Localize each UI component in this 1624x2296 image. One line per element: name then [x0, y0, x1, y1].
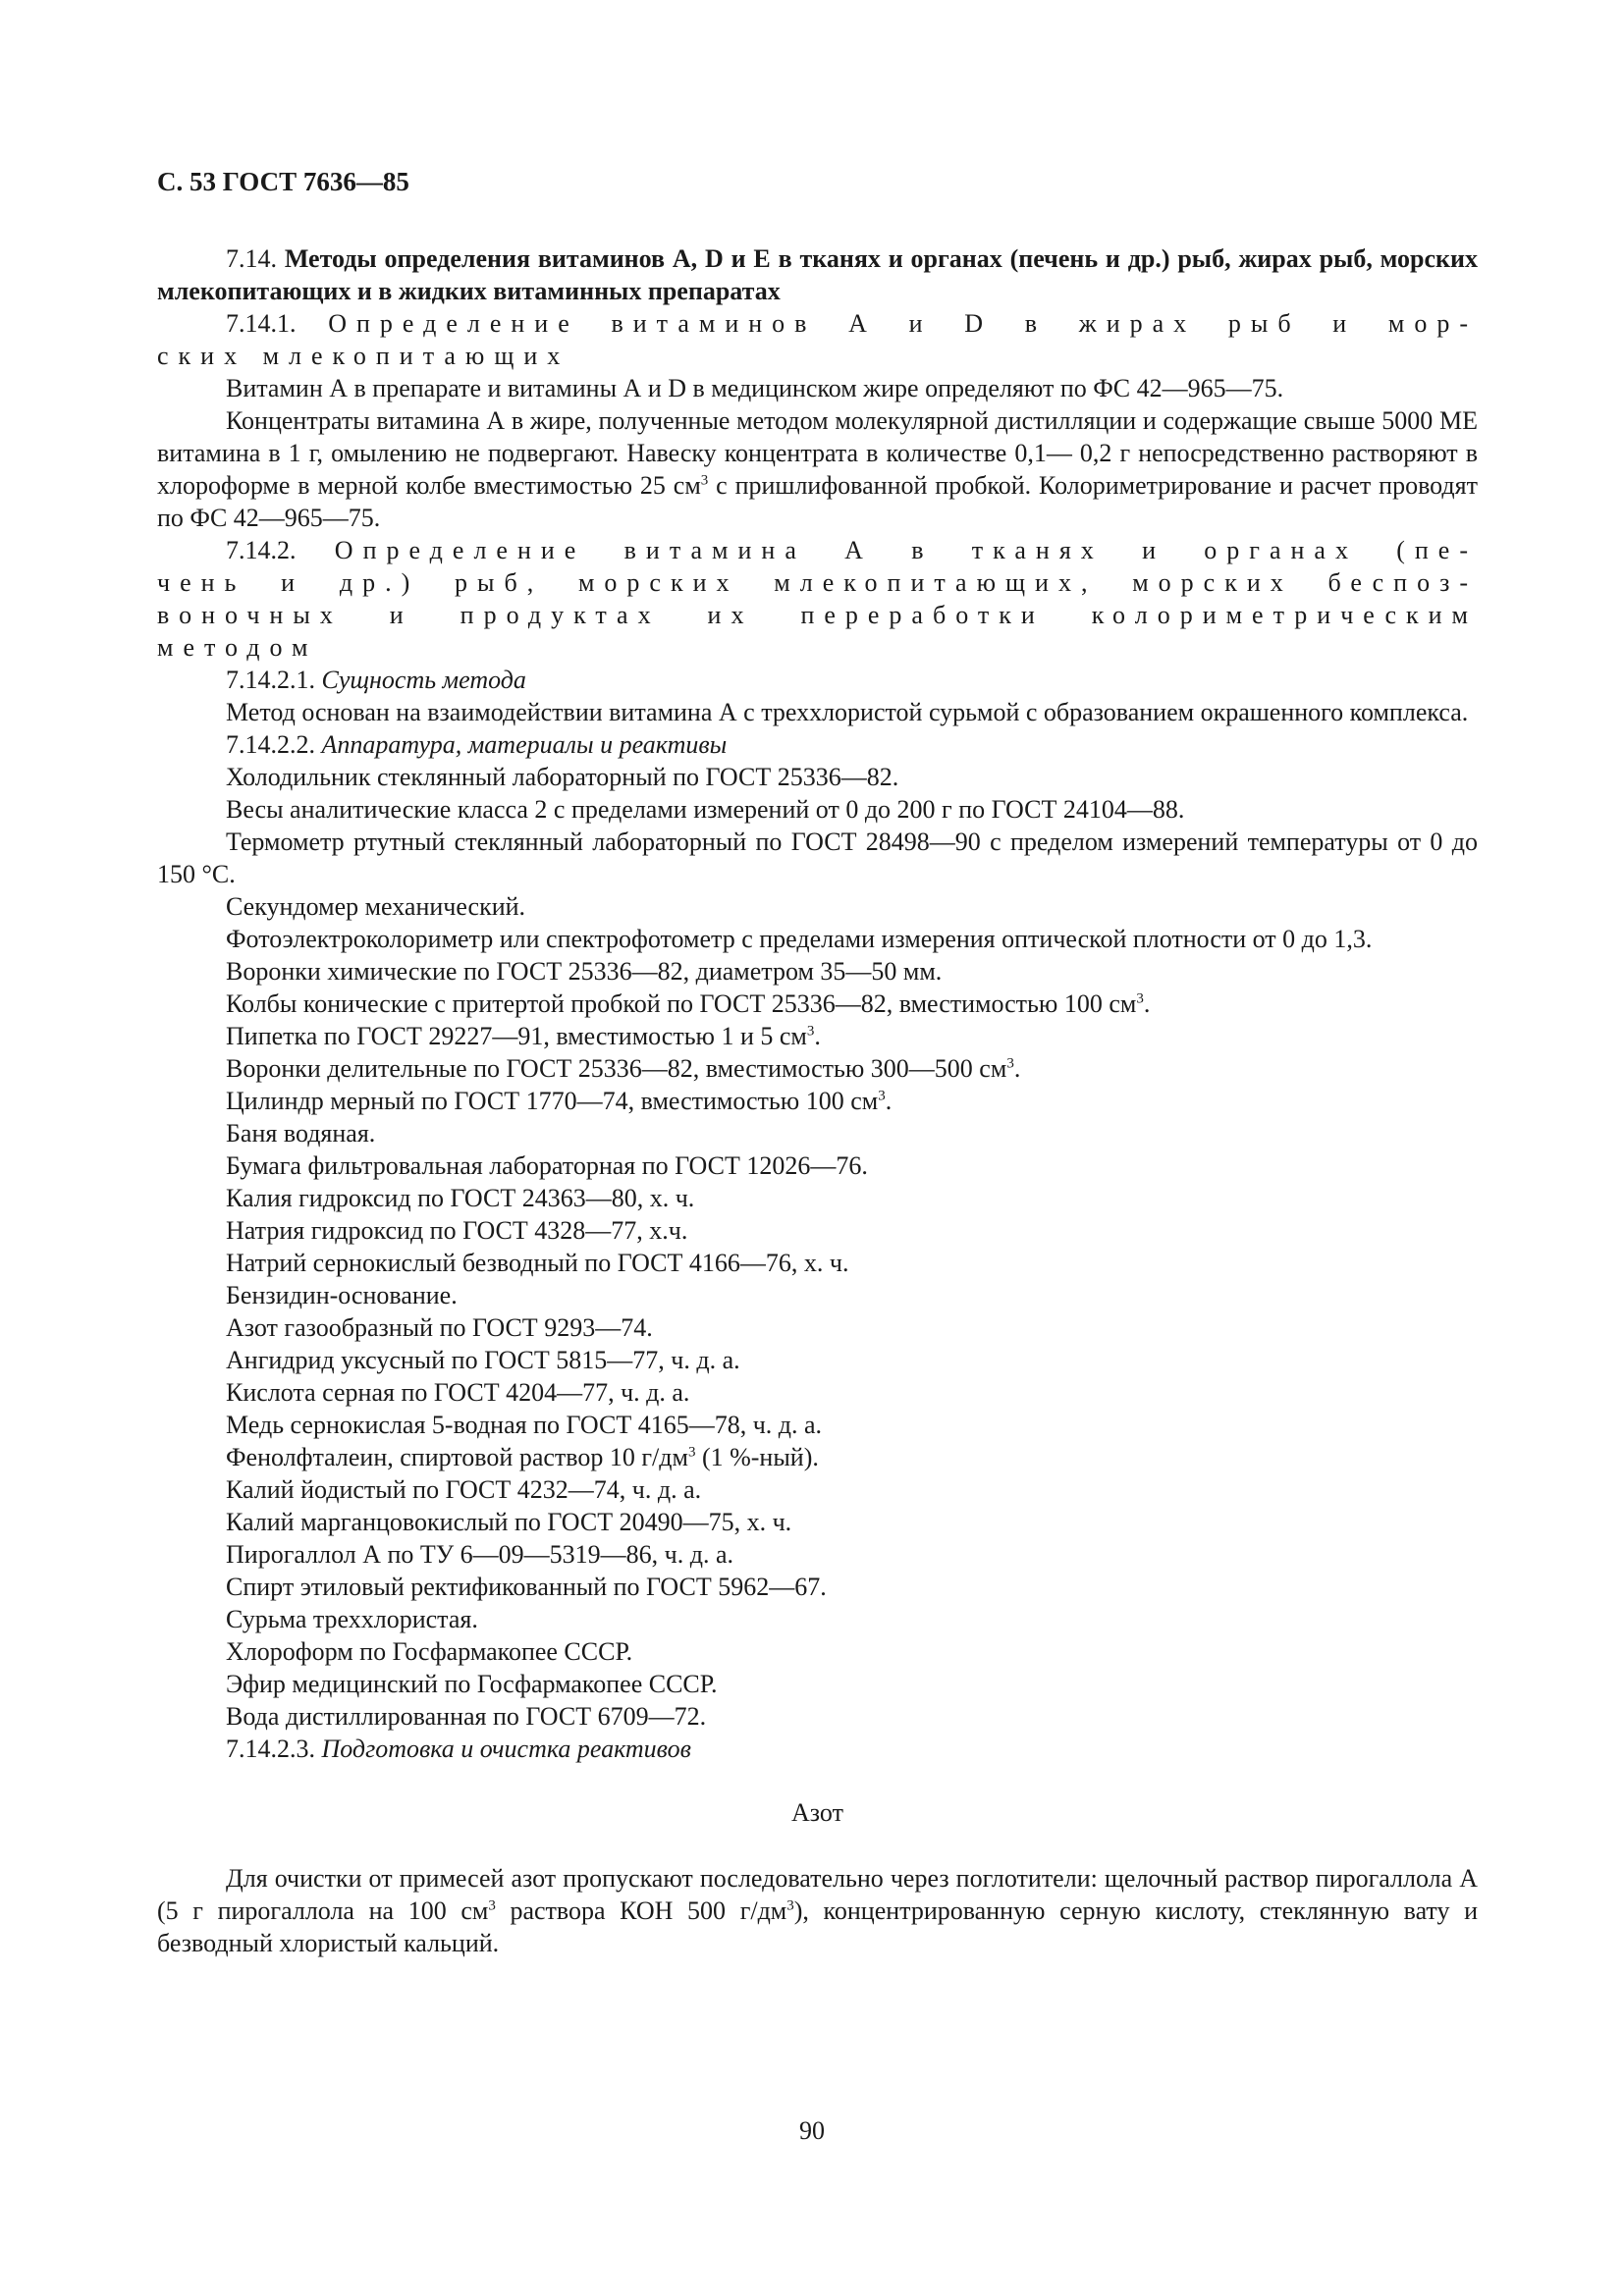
- list-item: Весы аналитические класса 2 с пределами измерений от 0 до 200 г по ГОСТ 24104—88.: [226, 795, 1185, 824]
- list-item: Натрия гидроксид по ГОСТ 4328—77, х.ч.: [226, 1216, 688, 1245]
- section-7-14-2-title-line-4: методом: [157, 633, 318, 662]
- document-body: [157, 242, 1478, 1959]
- list-item: Азот газообразный по ГОСТ 9293—74.: [226, 1313, 653, 1342]
- list-item: Медь сернокислая 5-водная по ГОСТ 4165—78, ч. д. а.: [226, 1411, 823, 1439]
- section-7-14-2-2: 7.14.2.2. Аппаратура, материалы и реактивы: [226, 730, 728, 759]
- list-item: Сурьма треххлористая.: [226, 1605, 478, 1633]
- section-title: Определение витаминов А и D в жирах рыб и мор-: [328, 309, 1479, 338]
- section-title: Определение витамина А в тканях и органах (пе-: [334, 536, 1478, 564]
- paragraph-2: Концентраты витамина А в жире, полученные методом молекулярной дистилляции и содержащие свыше 5000 МЕ витамина в 1 г, омылению не подвергают. Навеску концентрата в количестве 0,1— 0,2 г непосредственно растворяют в хлороформе в мерной колбе вместимостью 25 $см^3$ с пришлифованной пробкой. Колориметрирование и расчет проводят по ФС 42—965—75.: [157, 406, 1478, 532]
- section-7-14-2-title-line-1: [157, 534, 1478, 566]
- paragraph-3: Метод основан на взаимодействии витамина А с треххлористой сурьмой с образованием окрашенного комплекса.: [226, 698, 1469, 726]
- list-item: Кислота серная по ГОСТ 4204—77, ч. д. а.: [226, 1378, 690, 1407]
- section-7-14-2-title-line-3: воночных и продуктах их переработки колориметрическим: [157, 601, 1478, 629]
- list-item: Фотоэлектроколориметр или спектрофотометр с пределами измерения оптической плотности от 0 до 1,3.: [226, 925, 1373, 953]
- subheading-nitrogen: Азот: [791, 1798, 843, 1827]
- list-item: Калий йодистый по ГОСТ 4232—74, ч. д. а.: [226, 1475, 702, 1504]
- list-item: Цилиндр мерный по ГОСТ 1770—74, вместимостью 100 $см^3$.: [226, 1087, 893, 1115]
- page-number: 90: [799, 2116, 825, 2145]
- section-number: 7.14.1.: [226, 309, 297, 338]
- list-item: Термометр ртутный стеклянный лабораторный по ГОСТ 28498—90 с пределом измерений температуры от 0 до 150 °С.: [157, 828, 1478, 888]
- list-item: Колбы конические с притертой пробкой по ГОСТ 25336—82, вместимостью 100 $см^3$.: [226, 989, 1151, 1018]
- list-item: Фенолфталеин, спиртовой раствор 10 $г/дм^3$ (1 %-ный).: [226, 1443, 819, 1471]
- page-header: С. 53 ГОСТ 7636—85: [157, 167, 409, 196]
- section-7-14-1-title-line-1: [157, 307, 1478, 340]
- section-7-14-2-1: 7.14.2.1. Сущность метода: [226, 666, 526, 694]
- list-item: Калия гидроксид по ГОСТ 24363—80, х. ч.: [226, 1184, 695, 1212]
- list-item: Калий марганцовокислый по ГОСТ 20490—75, х. ч.: [226, 1508, 792, 1536]
- section-title: Методы определения витаминов A, D и E в тканях и органах (печень и др.) рыб, жирах рыб, морских млекопитающих и в жидких витаминных препаратах: [157, 244, 1479, 305]
- list-item: Натрий сернокислый безводный по ГОСТ 4166—76, х. ч.: [226, 1249, 849, 1277]
- list-item: Ангидрид уксусный по ГОСТ 5815—77, ч. д. а.: [226, 1346, 740, 1374]
- list-item: Пирогаллол А по ТУ 6—09—5319—86, ч. д. а.: [226, 1540, 734, 1569]
- section-7-14-2-3: 7.14.2.3. Подготовка и очистка реактивов: [226, 1735, 691, 1763]
- list-item: Бензидин-основание.: [226, 1281, 458, 1309]
- subsection-title: Аппаратура, материалы и реактивы: [321, 730, 728, 759]
- section-7-14-1-title-line-2: ских млекопитающих: [157, 342, 570, 370]
- list-item: Пипетка по ГОСТ 29227—91, вместимостью 1 и 5 $см^3$.: [226, 1022, 821, 1050]
- section-number: 7.14.2.: [226, 536, 297, 564]
- section-7-14: [157, 242, 1478, 307]
- paragraph-4: Для очистки от примесей азот пропускают последовательно через поглотители: щелочный раствор пирогаллола А (5 г пирогаллола на 100 $см^3$ раствора КОН 500 $г/дм^3$), концентрированную серную кислоту, стеклянную вату и безводный хлористый кальций.: [157, 1864, 1479, 1957]
- list-item: Спирт этиловый ректификованный по ГОСТ 5962—67.: [226, 1573, 827, 1601]
- list-item: Эфир медицинский по Госфармакопее СССР.: [226, 1670, 718, 1698]
- list-item: Бумага фильтровальная лабораторная по ГОСТ 12026—76.: [226, 1151, 868, 1180]
- section-7-14-2-title-line-2: чень и др.) рыб, морских млекопитающих, морских беспоз-: [157, 568, 1478, 597]
- list-item: Воронки делительные по ГОСТ 25336—82, вместимостью 300—500 $см^3$.: [226, 1054, 1021, 1083]
- section-number: 7.14.: [226, 244, 277, 273]
- list-item: Вода дистиллированная по ГОСТ 6709—72.: [226, 1702, 707, 1731]
- list-item: Хлороформ по Госфармакопее СССР.: [226, 1637, 633, 1666]
- list-item: Баня водяная.: [226, 1119, 376, 1148]
- list-item: Секундомер механический.: [226, 892, 526, 921]
- subsection-title: Подготовка и очистка реактивов: [321, 1735, 691, 1763]
- list-item: Воронки химические по ГОСТ 25336—82, диаметром 35—50 мм.: [226, 957, 943, 986]
- paragraph-1: Витамин А в препарате и витамины А и D в медицинском жире определяют по ФС 42—965—75.: [226, 374, 1284, 402]
- list-item: Холодильник стеклянный лабораторный по ГОСТ 25336—82.: [226, 763, 899, 791]
- subsection-title: Сущность метода: [321, 666, 526, 694]
